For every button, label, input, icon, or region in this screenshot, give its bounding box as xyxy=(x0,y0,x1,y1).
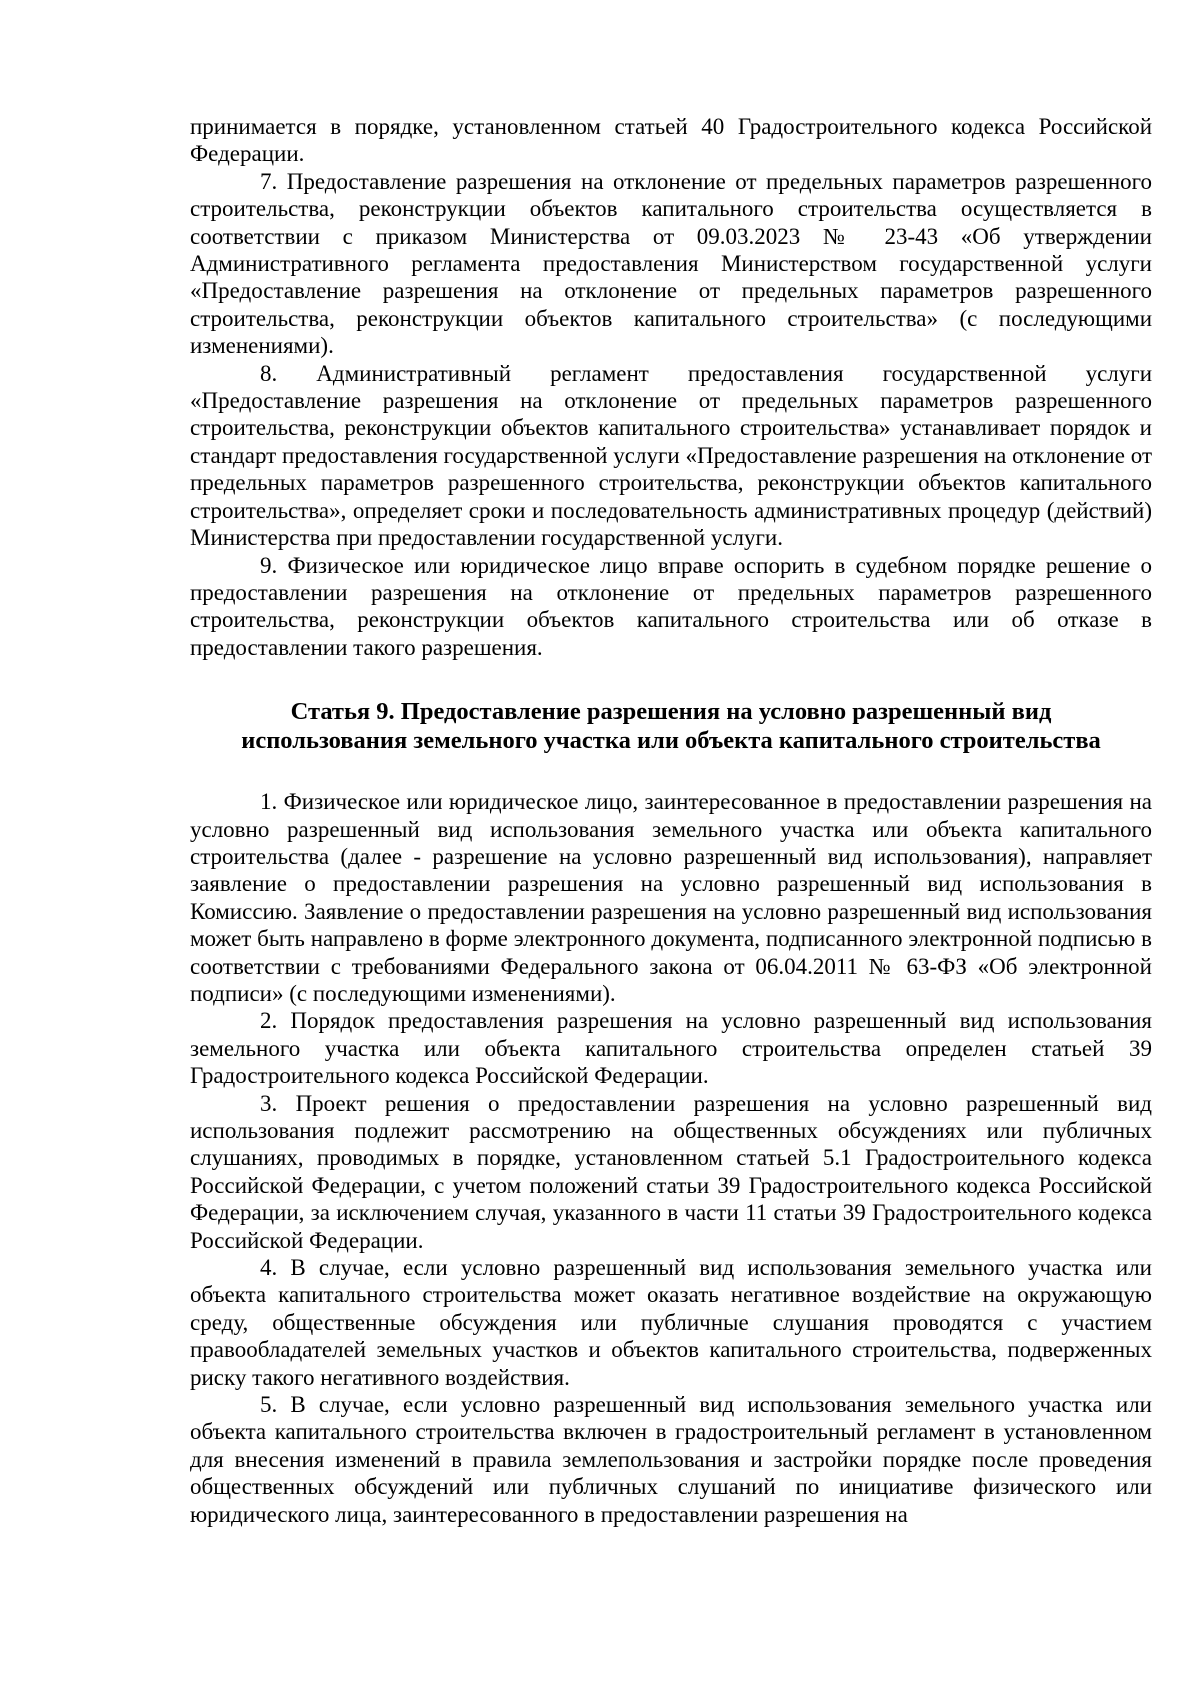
paragraph-item-7: 7. Предоставление разрешения на отклонение от предельных параметров разрешенного строительства, реконструкции объектов капитального строительства осуществляется в соответствии с приказом Министерства от 09.03.2023 № 23-43 «Об утверждении Административного регламента предоставления Министерством государственной услуги «Предоставление разрешения на отклонение от предельных параметров разрешенного строительства, реконструкции объектов капитального строительства» (с последующими изменениями). xyxy=(190,168,1152,359)
article-9-heading xyxy=(190,697,1152,755)
article-9-item-2: 2. Порядок предоставления разрешения на условно разрешенный вид использования земельного участка или объекта капитального строительства определен статьей 39 Градостроительного кодекса Российской Федерации. xyxy=(190,1008,1152,1089)
paragraph-item-9: 9. Физическое или юридическое лицо вправе оспорить в судебном порядке решение о предоставлении разрешения на отклонение от предельных параметров разрешенного строительства, реконструкции объектов капитального строительства или об отказе в предоставлении такого разрешения. xyxy=(190,552,1152,660)
article-9-item-4: 4. В случае, если условно разрешенный вид использования земельного участка или объекта капитального строительства может оказать негативное воздействие на окружающую среду, общественные обсуждения или публичные слушания проводятся с участием правообладателей земельных участков и объектов капитального строительства, подверженных риску такого негативного воздействия. xyxy=(190,1255,1152,1390)
article-heading-line-2: использования земельного участка или объекта капитального строительства xyxy=(241,727,1101,755)
article-heading-line-1: Статья 9. Предоставление разрешения на условно разрешенный вид xyxy=(290,698,1052,726)
paragraph-continuation: принимается в порядке, установленном статьей 40 Градостроительного кодекса Российской Федерации. xyxy=(190,114,1152,167)
article-9-item-3: 3. Проект решения о предоставлении разрешения на условно разрешенный вид использования подлежит рассмотрению на общественных обсуждениях или публичных слушаниях, проводимых в порядке, установленном статьей 5.1 Градостроительного кодекса Российской Федерации, с учетом положений статьи 39 Градостроительного кодекса Российской Федерации, за исключением случая, указанного в части 11 статьи 39 Градостроительного кодекса Российской Федерации. xyxy=(190,1090,1152,1253)
article-9-item-1: 1. Физическое или юридическое лицо, заинтересованное в предоставлении разрешения на условно разрешенный вид использования земельного участка или объекта капитального строительства (далее - разрешение на условно разрешенный вид использования), направляет заявление о предоставлении разрешения на условно разрешенный вид использования в Комиссию. Заявление о предоставлении разрешения на условно разрешенный вид использования может быть направлено в форме электронного документа, подписанного электронной подписью в соответствии с требованиями Федерального закона от 06.04.2011 № 63-ФЗ «Об электронной подписи» (с последующими изменениями). xyxy=(190,789,1152,1006)
paragraph-item-8: 8. Административный регламент предоставления государственной услуги «Предоставление разрешения на отклонение от предельных параметров разрешенного строительства, реконструкции объектов капитального строительства» устанавливает порядок и стандарт предоставления государственной услуги «Предоставление разрешения на отклонение от предельных параметров разрешенного строительства, реконструкции объектов капитального строительства», определяет сроки и последовательность административных процедур (действий) Министерства при предоставлении государственной услуги. xyxy=(190,360,1152,551)
article-9-item-5: 5. В случае, если условно разрешенный вид использования земельного участка или объекта капитального строительства включен в градостроительный регламент в установленном для внесения изменений в правила землепользования и застройки порядке после проведения общественных обсуждений или публичных слушаний по инициативе физического или юридического лица, заинтересованного в предоставлении разрешения на xyxy=(190,1392,1152,1527)
